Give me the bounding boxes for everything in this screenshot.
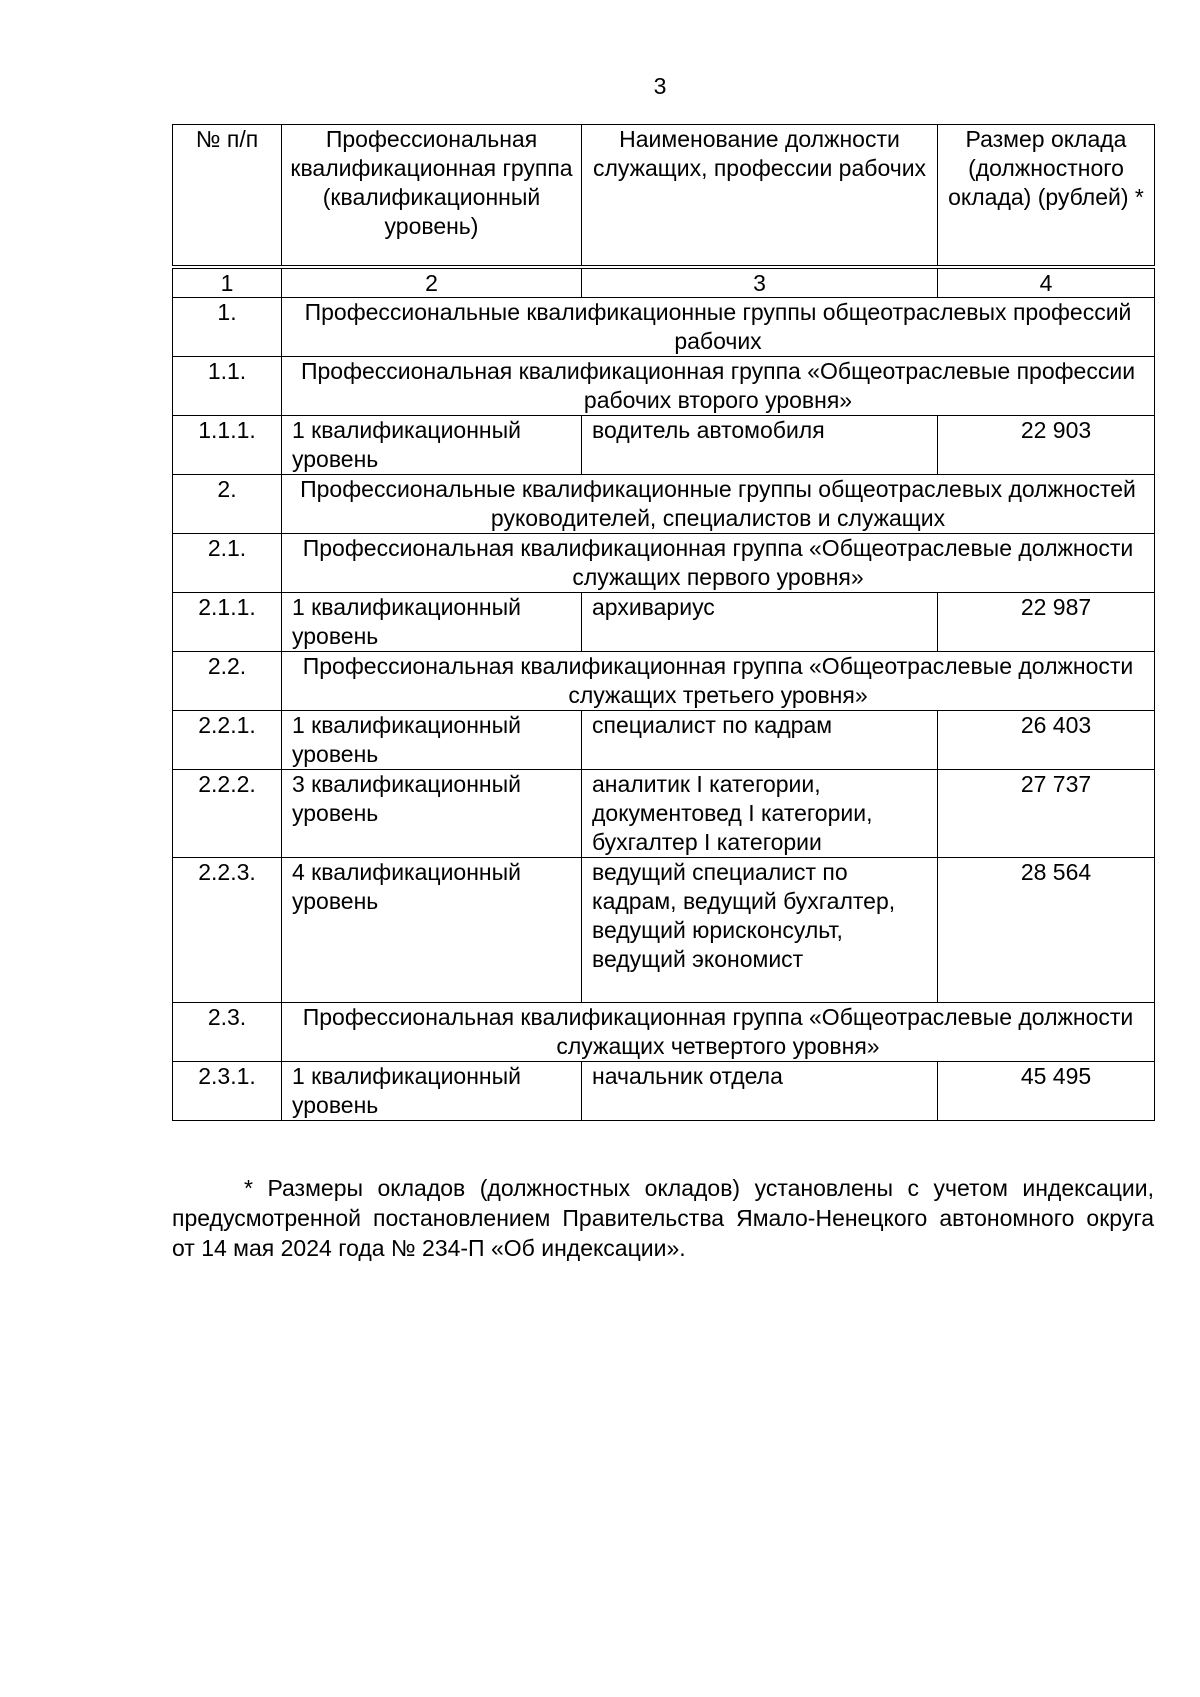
qualification-level: 1 квалификационный уровень	[282, 593, 582, 652]
row-number: 2.2.3.	[173, 858, 282, 1003]
header-qualification-group: Профессиональная квалификационная группа (квалификационный уровень)	[282, 125, 582, 266]
table-row	[173, 416, 1155, 475]
subgroup-title: Профессиональная квалификационная группа «Общеотраслевые должности служащих третьего уровня»	[282, 652, 1155, 711]
row-number: 2.1.	[173, 534, 282, 593]
position-name: архивариус	[582, 593, 938, 652]
salary-table	[172, 124, 1155, 1121]
table-row-subgroup	[173, 652, 1155, 711]
header-position-name: Наименование должности служащих, профессии рабочих	[582, 125, 938, 266]
salary-value: 22 903	[938, 416, 1155, 475]
salary-value: 22 987	[938, 593, 1155, 652]
row-number: 1.1.	[173, 357, 282, 416]
table-row-subgroup	[173, 534, 1155, 593]
table-row-group	[173, 298, 1155, 357]
column-number-row	[173, 269, 1155, 298]
salary-value: 26 403	[938, 711, 1155, 770]
table-row	[173, 593, 1155, 652]
footnote: * Размеры окладов (должностных окладов) установлены с учетом индексации, предусмотренной постановлением Правительства Ямало-Ненецкого автономного округа от 14 мая 2024 года № 234-П «Об индексации».	[172, 1175, 1154, 1261]
row-number: 2.2.1.	[173, 711, 282, 770]
qualification-level: 1 квалификационный уровень	[282, 416, 582, 475]
header-salary: Размер оклада (должностного оклада) (рублей) *	[938, 125, 1155, 266]
row-number: 1.1.1.	[173, 416, 282, 475]
table-row	[173, 1062, 1155, 1121]
group-title: Профессиональные квалификационные группы общеотраслевых профессий рабочих	[282, 298, 1155, 357]
qualification-level: 3 квалификационный уровень	[282, 770, 582, 858]
header-number: № п/п	[173, 125, 282, 266]
row-number: 2.3.	[173, 1003, 282, 1062]
row-number: 2.2.	[173, 652, 282, 711]
table-row-group	[173, 475, 1155, 534]
row-number: 2.	[173, 475, 282, 534]
position-name: ведущий специалист по кадрам, ведущий бухгалтер, ведущий юрисконсульт, ведущий экономист	[582, 858, 938, 1003]
table-row-subgroup	[173, 1003, 1155, 1062]
qualification-level: 4 квалификационный уровень	[282, 858, 582, 1003]
salary-value: 27 737	[938, 770, 1155, 858]
group-title: Профессиональные квалификационные группы общеотраслевых должностей руководителей, специалистов и служащих	[282, 475, 1155, 534]
qualification-level: 1 квалификационный уровень	[282, 1062, 582, 1121]
position-name: аналитик I категории, документовед I категории, бухгалтер I категории	[582, 770, 938, 858]
subgroup-title: Профессиональная квалификационная группа «Общеотраслевые должности служащих первого уровня»	[282, 534, 1155, 593]
row-number: 2.3.1.	[173, 1062, 282, 1121]
table-row	[173, 770, 1155, 858]
salary-value: 45 495	[938, 1062, 1155, 1121]
position-name: специалист по кадрам	[582, 711, 938, 770]
row-number: 2.1.1.	[173, 593, 282, 652]
position-name: начальник отдела	[582, 1062, 938, 1121]
salary-value: 28 564	[938, 858, 1155, 1003]
position-name: водитель автомобиля	[582, 416, 938, 475]
column-number: 4	[938, 269, 1155, 298]
column-number: 3	[582, 269, 938, 298]
row-number: 2.2.2.	[173, 770, 282, 858]
table-header-row	[173, 125, 1155, 266]
subgroup-title: Профессиональная квалификационная группа «Общеотраслевые должности служащих четвертого уровня»	[282, 1003, 1155, 1062]
page-number: 3	[653, 73, 667, 99]
subgroup-title: Профессиональная квалификационная группа «Общеотраслевые профессии рабочих второго уровня»	[282, 357, 1155, 416]
row-number: 1.	[173, 298, 282, 357]
table-row-subgroup	[173, 357, 1155, 416]
column-number: 2	[282, 269, 582, 298]
qualification-level: 1 квалификационный уровень	[282, 711, 582, 770]
table-row	[173, 858, 1155, 1003]
column-number: 1	[173, 269, 282, 298]
table-row	[173, 711, 1155, 770]
